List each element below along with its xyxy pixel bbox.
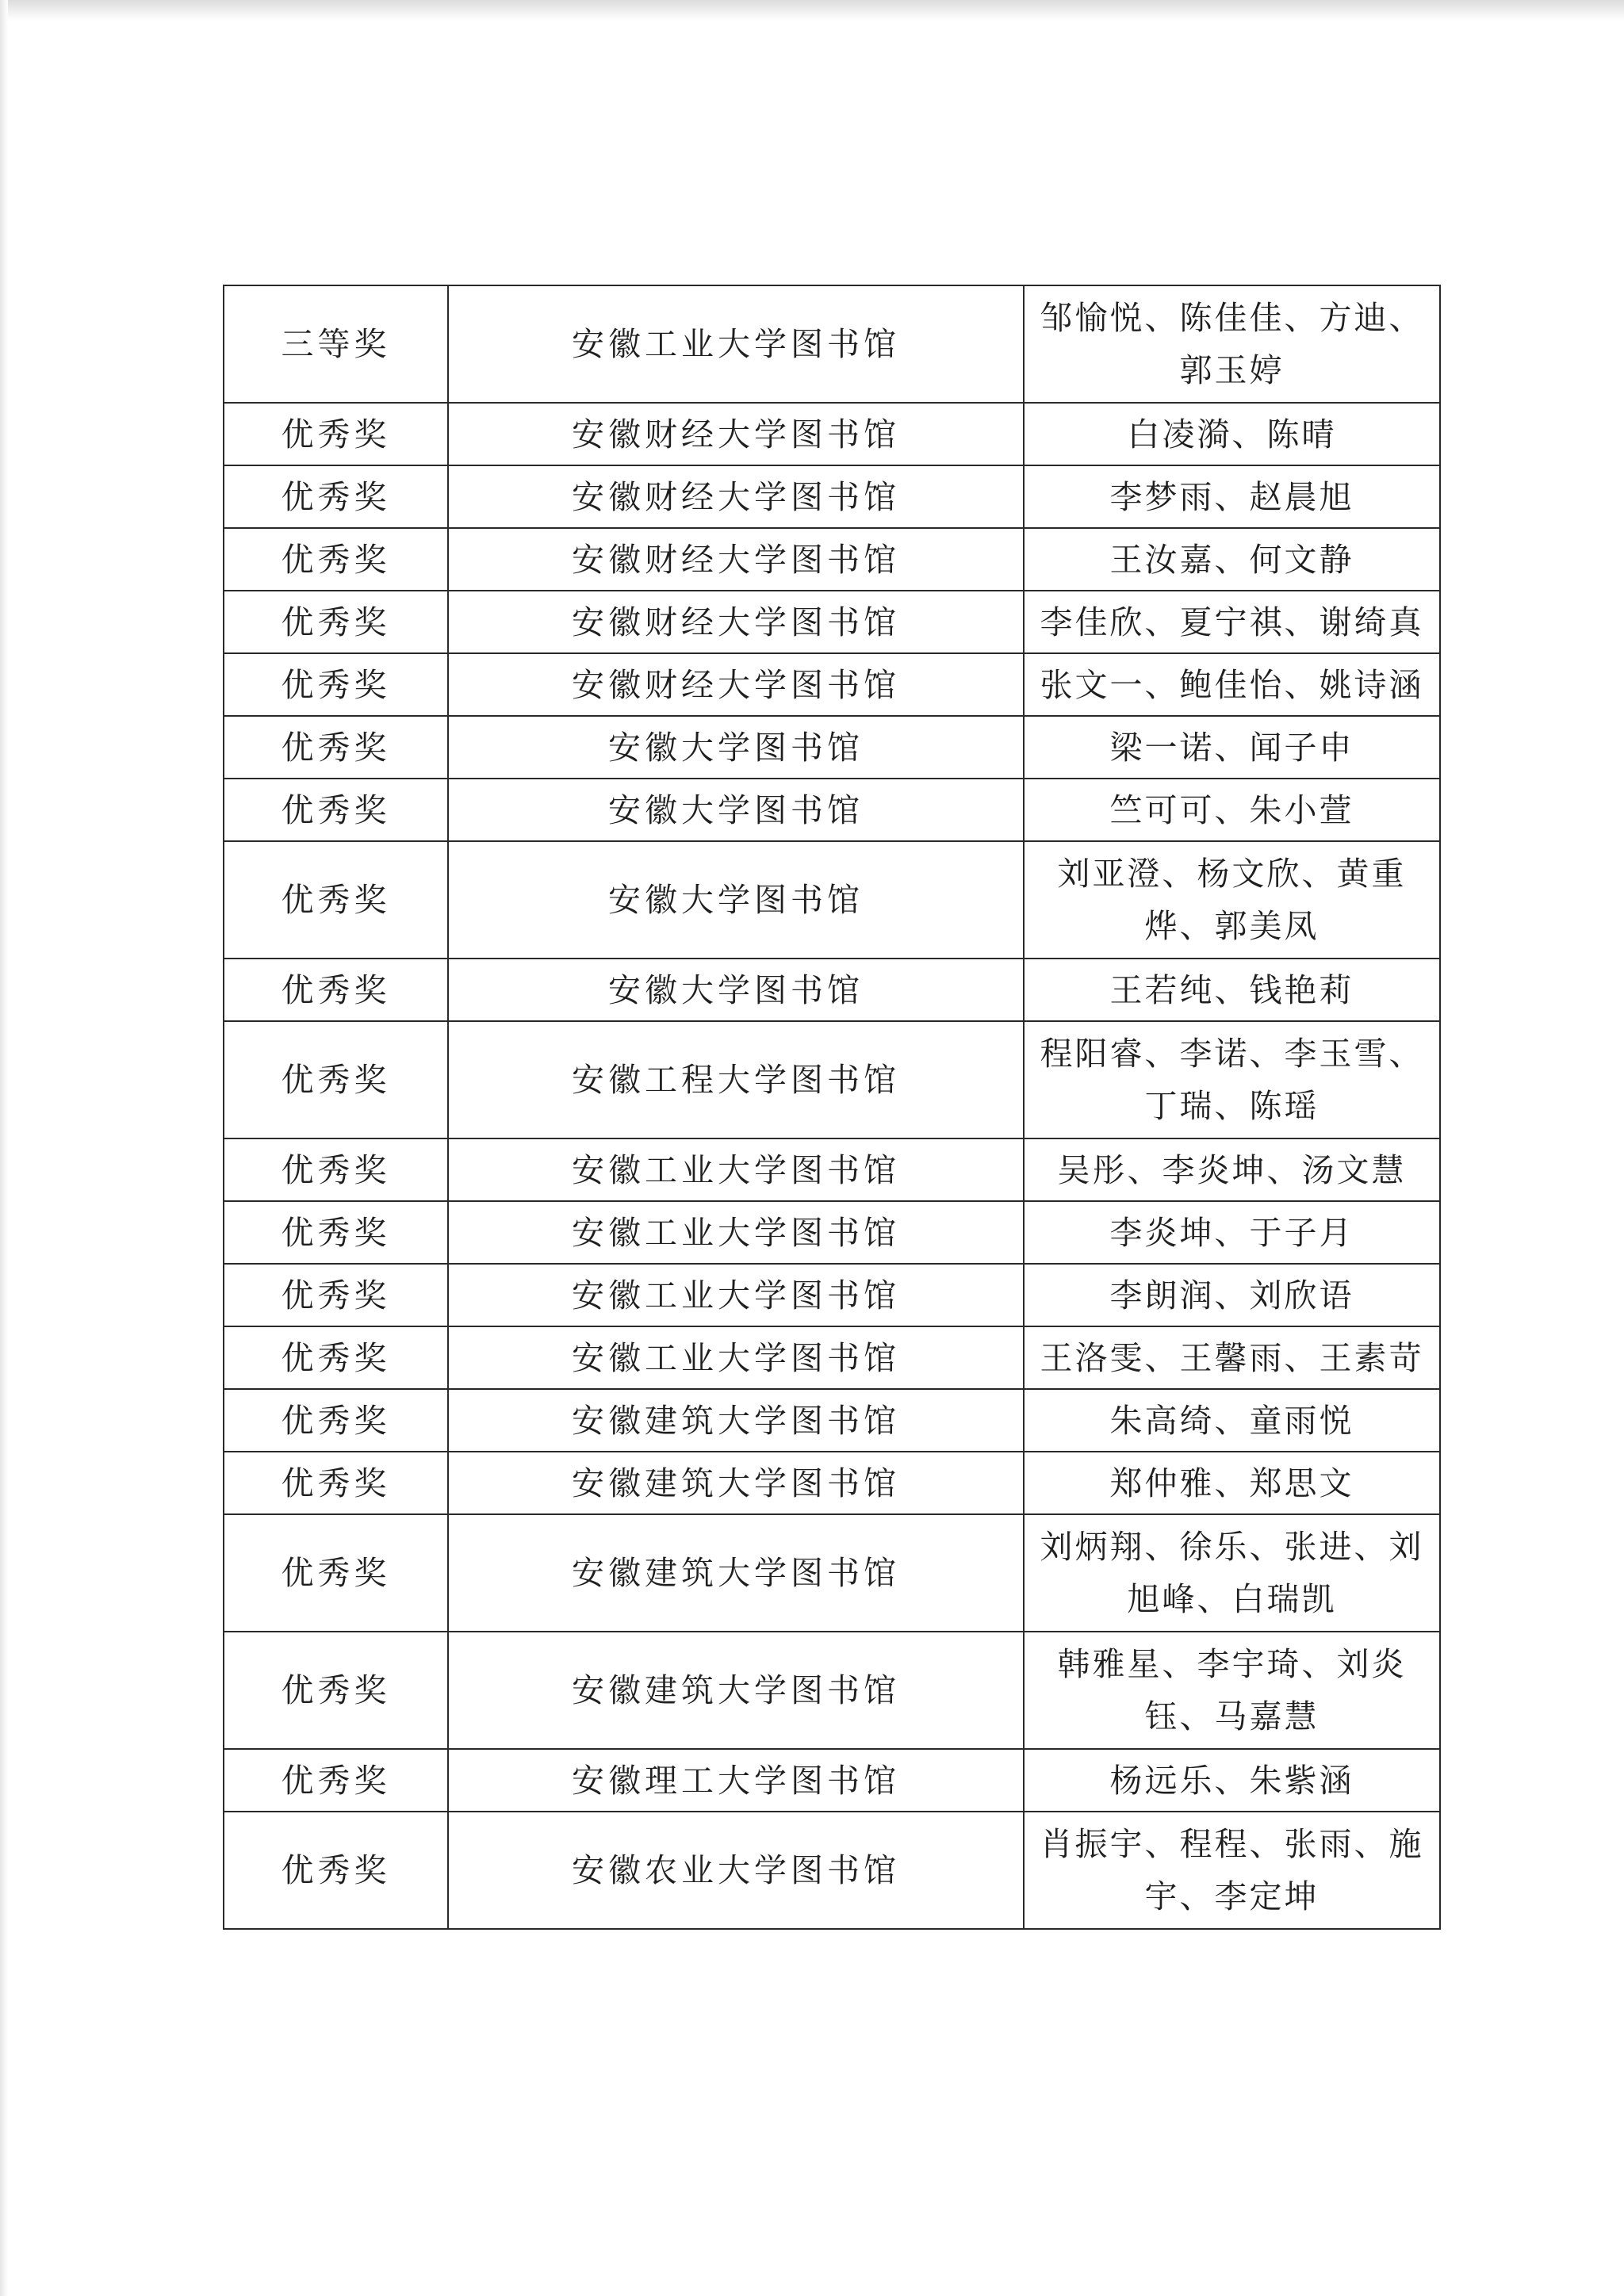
unit-cell: 安徽建筑大学图书馆 — [448, 1452, 1024, 1514]
award-level-cell: 优秀奖 — [224, 1326, 448, 1389]
award-level-cell: 优秀奖 — [224, 403, 448, 465]
members-cell: 杨远乐、朱紫涵 — [1024, 1749, 1440, 1812]
members-cell: 李梦雨、赵晨旭 — [1024, 465, 1440, 528]
unit-cell: 安徽理工大学图书馆 — [448, 1749, 1024, 1812]
unit-cell: 安徽建筑大学图书馆 — [448, 1389, 1024, 1452]
unit-cell: 安徽建筑大学图书馆 — [448, 1514, 1024, 1632]
award-level-cell: 优秀奖 — [224, 1264, 448, 1326]
unit-cell: 安徽工程大学图书馆 — [448, 1021, 1024, 1138]
members-cell: 李朗润、刘欣语 — [1024, 1264, 1440, 1326]
unit-cell: 安徽财经大学图书馆 — [448, 528, 1024, 591]
table-row — [224, 591, 1440, 653]
members-cell: 朱高绮、童雨悦 — [1024, 1389, 1440, 1452]
members-cell: 吴彤、李炎坤、汤文慧 — [1024, 1138, 1440, 1201]
unit-cell: 安徽财经大学图书馆 — [448, 465, 1024, 528]
award-level-cell: 优秀奖 — [224, 1514, 448, 1632]
scan-left-edge — [0, 0, 8, 2296]
table-row — [224, 1812, 1440, 1929]
table-row — [224, 959, 1440, 1021]
award-level-cell: 优秀奖 — [224, 779, 448, 841]
award-level-cell: 三等奖 — [224, 285, 448, 403]
members-cell: 李佳欣、夏宁祺、谢绮真 — [1024, 591, 1440, 653]
unit-cell: 安徽工业大学图书馆 — [448, 1264, 1024, 1326]
award-level-cell: 优秀奖 — [224, 1021, 448, 1138]
table-row — [224, 1264, 1440, 1326]
award-level-cell: 优秀奖 — [224, 841, 448, 959]
table-row — [224, 1021, 1440, 1138]
award-level-cell: 优秀奖 — [224, 1632, 448, 1749]
table-row — [224, 1389, 1440, 1452]
award-level-cell: 优秀奖 — [224, 528, 448, 591]
table-row — [224, 1632, 1440, 1749]
members-cell: 邹愉悦、陈佳佳、方迪、郭玉婷 — [1024, 285, 1440, 403]
table-row — [224, 653, 1440, 716]
award-level-cell: 优秀奖 — [224, 465, 448, 528]
members-cell: 李炎坤、于子月 — [1024, 1201, 1440, 1264]
members-cell: 程阳睿、李诺、李玉雪、丁瑞、陈瑶 — [1024, 1021, 1440, 1138]
scan-top-edge — [0, 0, 1624, 21]
members-cell: 梁一诺、闻子申 — [1024, 716, 1440, 779]
award-level-cell: 优秀奖 — [224, 1452, 448, 1514]
members-cell: 竺可可、朱小萱 — [1024, 779, 1440, 841]
unit-cell: 安徽财经大学图书馆 — [448, 591, 1024, 653]
table-row — [224, 1514, 1440, 1632]
table-row — [224, 403, 1440, 465]
table-row — [224, 1749, 1440, 1812]
unit-cell: 安徽农业大学图书馆 — [448, 1812, 1024, 1929]
members-cell: 张文一、鲍佳怡、姚诗涵 — [1024, 653, 1440, 716]
award-level-cell: 优秀奖 — [224, 959, 448, 1021]
award-list-table — [223, 285, 1441, 1930]
members-cell: 王汝嘉、何文静 — [1024, 528, 1440, 591]
table-row — [224, 1201, 1440, 1264]
unit-cell: 安徽大学图书馆 — [448, 779, 1024, 841]
table-row — [224, 1138, 1440, 1201]
table-row — [224, 1326, 1440, 1389]
table-row — [224, 465, 1440, 528]
unit-cell: 安徽建筑大学图书馆 — [448, 1632, 1024, 1749]
table-row — [224, 528, 1440, 591]
unit-cell: 安徽财经大学图书馆 — [448, 403, 1024, 465]
award-level-cell: 优秀奖 — [224, 591, 448, 653]
unit-cell: 安徽工业大学图书馆 — [448, 1201, 1024, 1264]
award-level-cell: 优秀奖 — [224, 716, 448, 779]
unit-cell: 安徽大学图书馆 — [448, 959, 1024, 1021]
members-cell: 韩雅星、李宇琦、刘炎钰、马嘉慧 — [1024, 1632, 1440, 1749]
table-row — [224, 1452, 1440, 1514]
members-cell: 肖振宇、程程、张雨、施宇、李定坤 — [1024, 1812, 1440, 1929]
unit-cell: 安徽工业大学图书馆 — [448, 1138, 1024, 1201]
unit-cell: 安徽大学图书馆 — [448, 841, 1024, 959]
table-row — [224, 841, 1440, 959]
award-level-cell: 优秀奖 — [224, 1749, 448, 1812]
unit-cell: 安徽财经大学图书馆 — [448, 653, 1024, 716]
award-level-cell: 优秀奖 — [224, 1201, 448, 1264]
members-cell: 王洛雯、王馨雨、王素苛 — [1024, 1326, 1440, 1389]
unit-cell: 安徽工业大学图书馆 — [448, 285, 1024, 403]
award-level-cell: 优秀奖 — [224, 653, 448, 716]
members-cell: 郑仲雅、郑思文 — [1024, 1452, 1440, 1514]
unit-cell: 安徽工业大学图书馆 — [448, 1326, 1024, 1389]
table-row — [224, 779, 1440, 841]
members-cell: 王若纯、钱艳莉 — [1024, 959, 1440, 1021]
members-cell: 刘亚澄、杨文欣、黄重烨、郭美凤 — [1024, 841, 1440, 959]
award-level-cell: 优秀奖 — [224, 1389, 448, 1452]
table-row — [224, 716, 1440, 779]
award-level-cell: 优秀奖 — [224, 1138, 448, 1201]
table-row — [224, 285, 1440, 403]
unit-cell: 安徽大学图书馆 — [448, 716, 1024, 779]
members-cell: 白凌漪、陈晴 — [1024, 403, 1440, 465]
members-cell: 刘炳翔、徐乐、张进、刘旭峰、白瑞凯 — [1024, 1514, 1440, 1632]
award-level-cell: 优秀奖 — [224, 1812, 448, 1929]
